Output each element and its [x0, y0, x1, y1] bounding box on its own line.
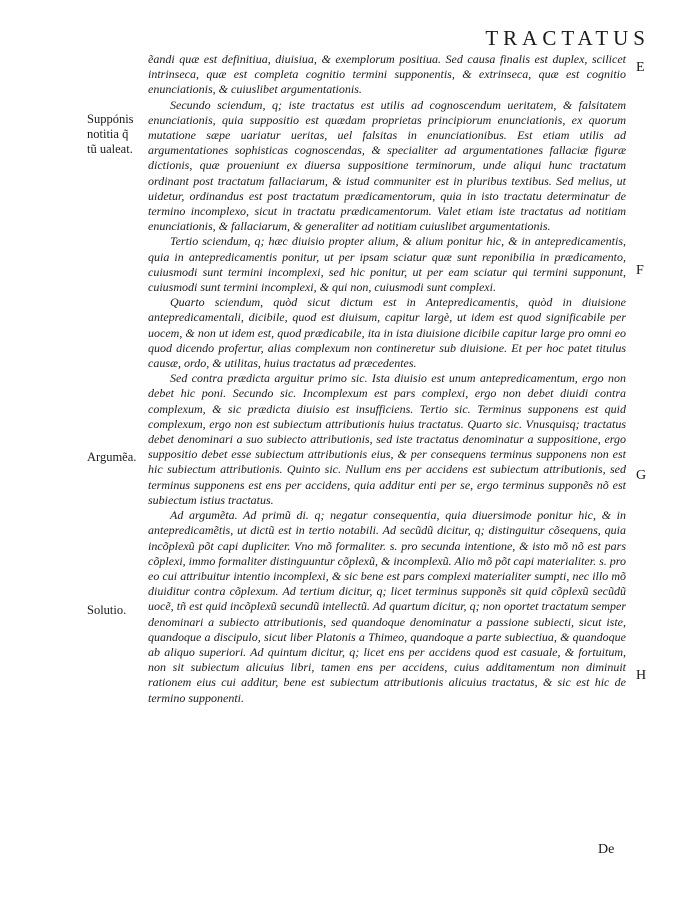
running-header: TRACTATUS — [485, 26, 650, 50]
paragraph-solutio: Ad argumẽta. Ad primũ di. q; negatur consequentia, quia diuersimode ponitur hic, & in antepredicamẽtis, ut dictũ est in tertio notabili. Ad secũdũ dicitur, q; distinguitur cõsequens, quia incõplexũ põt capi dupliciter. Vno mõ formaliter. s. pro secunda intentione, & isto mõ nõ est pars cõplexi, immo formaliter distinguuntur cõplexũ, & incomplexũ. Alio mõ põt capi materialiter. s. pro eo cui attribuitur intentio incomplexi, & sic bene est pars complexi materialiter sumpti, nec illo mõ diuiditur contra cõplexum. Ad tertium dicitur, q; licet terminus supponẽs sit quid cõplexũ secũdũ uocẽ, tñ est quid incõplexũ secundũ intellectũ. Ad quartum dicitur, q; non oportet tractatum semper denominari a subiecto attributionis, sed quandoque denominatur a passione subiecti, sicut iste, quandoque a discipulo, sicut liber Platonis a Thimeo, quandoque a parte subiectiua, & quandoque ab aliquo superiori. Ad quintum dicitur, q; licet ens per accidens quod est casuale, & fortuitum, non sit subiectum alicuius libri, tamen ens per accidens, cuius additamentum non diminuit rationem eius cui additur, bene est subiectum attributionis alicuius tractatus, & sic est hic de termino supponenti. — [148, 508, 626, 705]
side-note-line: Suppónis — [87, 112, 134, 126]
margin-letter-h: H — [636, 668, 647, 683]
main-text-block — [148, 52, 626, 706]
paragraph-causa-finalis: ẽandi quæ est definitiua, diuisiua, & exemplorum positiua. Sed causa finalis est duplex, scilicet intrinseca, quæ est completa cognitio termini supponentis, & extrinseca, quæ est cognitio enunciationis, & cuiuslibet argumentationis. — [148, 52, 626, 97]
margin-letter-f: F — [636, 263, 644, 278]
margin-letter-g: G — [636, 468, 647, 483]
side-note-supponis — [87, 112, 134, 157]
side-note-argumenta: Argumẽa. — [87, 450, 137, 464]
margin-letter-e: E — [636, 60, 645, 75]
side-note-line: notitia q̃ — [87, 127, 129, 141]
paragraph-quarto: Quarto sciendum, quòd sicut dictum est in Antepredicamentis, quòd in diuisione antepredicamentali, dicibile, quod est diuisum, capitur largè, ut idem est quod significabile per uocem, & non ut idem est, quod prædicabile, ita in ista diuisione dicibile capitur large pro omni eo quod dicendo profertur, alias complexum non contineretur sub diuisione. Et per hoc patet titulus causæ, ordo, & utilitas, huius tractatus ad præcedentes. — [148, 295, 626, 371]
catchword: De — [598, 842, 615, 857]
side-note-line: tũ ualeat. — [87, 142, 133, 156]
side-note-solutio: Solutio. — [87, 603, 127, 617]
paragraph-tertio: Tertio sciendum, q; hæc diuisio propter alium, & alium ponitur hic, & in antepredicamentis, quia in antepredicamentis ponitur, ut per ipsam sciatur quæ sunt reponibilia in prædicamento, cuiusmodi sunt termini incomplexi, sed hic ponitur, ut per eam sciatur qui termini supponunt, cuiusmodi sunt termini incomplexi, & qui non, cuiusmodi sunt complexi. — [148, 234, 626, 295]
paragraph-contra: Sed contra prædicta arguitur primo sic. Ista diuisio est unum antepredicamentum, ergo non debet hic poni. Secundo sic. Incomplexum est pars complexi, ergo non debet diuidi contra complexum, & sic prædicta diuisio est insufficiens. Tertio sic. Terminus supponens est quid complexum, ergo non est subiectum attributionis huius tractatus. Quarto sic. Vnusquisq; tractatus debet denominari a suo subiecto attributionis, sed iste tractatus denominatur a suppositione, ergo suppositio debet esse subiectum attributionis eius, & per consequens terminus supponens non est hic subiectum attributionis. Quinto sic. Nullum ens per accidens est subiectum attributionis, sed terminus supponens est ens per accidens, quia additur enti per se, ergo terminus supponẽs nõ est subiectum istius tractatus. — [148, 371, 626, 507]
paragraph-secundo: Secundo sciendum, q; iste tractatus est utilis ad cognoscendum ueritatem, & falsitatem enunciationis, quia suppositio est quædam proprietas principiorum enunciationis, ex quorum mutatione sæpe uariatur ueritas, uel falsitas in enunciationibus. Est etiam utilis ad argumentationes sophisticas cognoscendas, & specialiter ad argumentationes fallaciæ figuræ dictionis, quæ proueniunt ex diuersa suppositione terminorum, unde aliqui hunc tractatum ordinant post tractatum fallaciarum, & istud communiter est in pluribus textibus. Sed melius, ut uidetur, ordinandus est post tractatum prædicamentorum, quia in isto tractatu determinatur de termino incomplexo, sicut in tractatu prædicamentorum. Valet etiam iste tractatus ad notitiam enunciationis, & fallaciarum, & generaliter ad notitiam cuiuslibet argumentationis. — [148, 97, 626, 234]
